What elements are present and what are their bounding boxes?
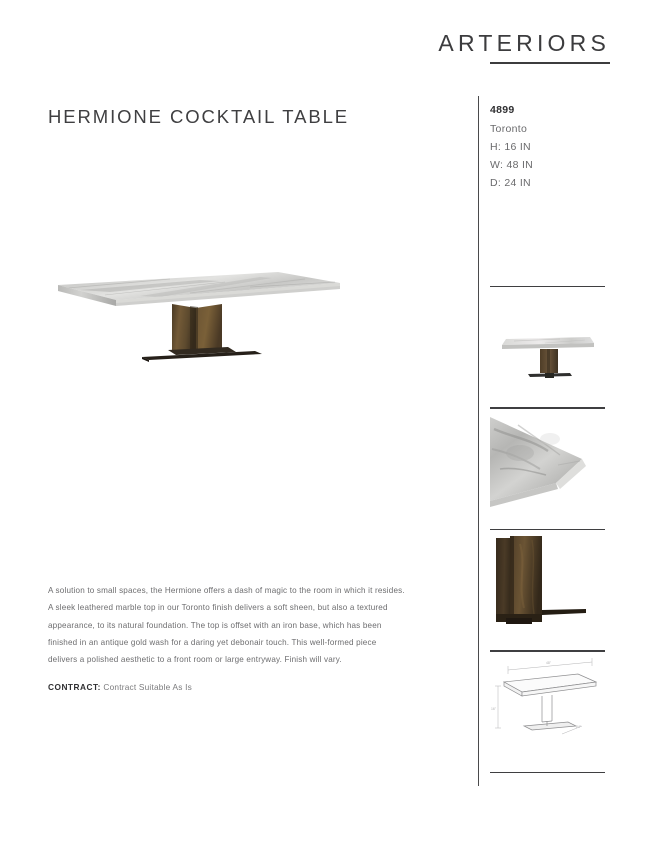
thumbnail-front-view [490, 287, 608, 407]
column-divider [478, 96, 479, 786]
hero-product-image [50, 252, 345, 372]
thumbnail-marble-detail [490, 409, 608, 529]
thumbnail-item[interactable] [490, 407, 608, 528]
product-sku: 4899 [490, 104, 515, 116]
brand-logo [438, 32, 610, 64]
thumbnail-base-detail [490, 530, 608, 650]
product-finish: Toronto [490, 123, 528, 135]
thumbnail-rail [490, 286, 608, 773]
spec-block [490, 104, 620, 195]
svg-text:24": 24" [576, 724, 581, 729]
product-height: H: 16 IN [490, 141, 531, 153]
thumbnail-item[interactable] [490, 650, 608, 771]
contract-value: Contract Suitable As Is [103, 682, 192, 692]
thumbnail-item[interactable] [490, 529, 608, 650]
product-depth: D: 24 IN [490, 177, 531, 189]
svg-text:48": 48" [546, 660, 551, 665]
svg-text:16": 16" [491, 706, 496, 711]
thumbnail-line-drawing [490, 652, 608, 772]
page-title: HERMIONE COCKTAIL TABLE [48, 106, 350, 127]
product-description: A solution to small spaces, the Hermione offers a dash of magic to the room in which it resides. A sleek leathered marble top in our Toronto finish delivers a soft sheen, but also a textured appearance, to its natural foundation. The top is offset with an iron base, which has been finished in an antique gold wash for a daring yet debonair touch. This well-formed piece delivers a polished aesthetic to a front room or large entryway. Finish will vary. [48, 586, 405, 665]
contract-label: CONTRACT: [48, 682, 101, 692]
brand-wordmark: ARTERIORS [438, 30, 610, 56]
brand-underline [490, 62, 610, 64]
thumbnail-divider [490, 772, 605, 773]
contract-line [48, 682, 192, 692]
thumbnail-item[interactable] [490, 286, 608, 407]
product-width: W: 48 IN [490, 159, 534, 171]
